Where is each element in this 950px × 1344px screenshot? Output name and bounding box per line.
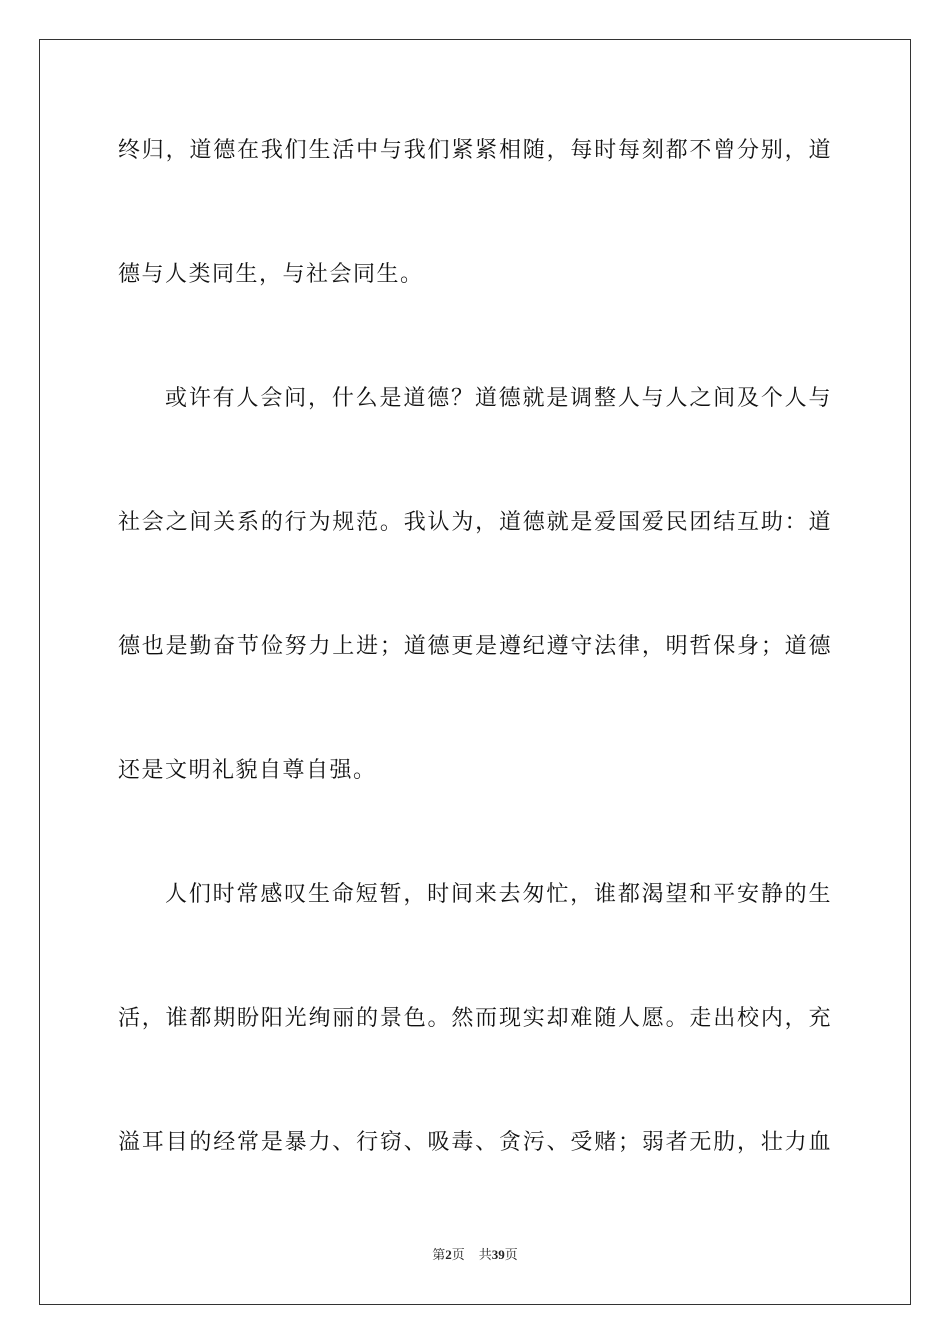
text-line-1: 终归，道德在我们生活中与我们紧紧相随，每时每刻都不曾分别，道 [118, 138, 832, 163]
text-line-2: 德与人类同生，与社会同生。 [118, 262, 424, 287]
total-pages: 39 [491, 1247, 505, 1262]
page-suffix: 页 [451, 1247, 465, 1262]
text-line-3: 或许有人会问，什么是道德？道德就是调整人与人之间及个人与 [165, 386, 832, 411]
page-number: 2 [445, 1247, 452, 1262]
page-prefix: 第 [432, 1247, 446, 1262]
page-border [39, 39, 911, 1305]
total-prefix: 共 [478, 1247, 492, 1262]
text-line-4: 社会之间关系的行为规范。我认为，道德就是爱国爱民团结互助：道 [118, 510, 832, 535]
text-line-9: 溢耳目的经常是暴力、行窃、吸毒、贪污、受赌；弱者无肋，壮力血 [118, 1130, 832, 1155]
total-suffix: 页 [504, 1247, 518, 1262]
text-line-6: 还是文明礼貌自尊自强。 [118, 758, 377, 783]
text-line-8: 活，谁都期盼阳光绚丽的景色。然而现实却难随人愿。走出校内，充 [118, 1006, 832, 1031]
text-line-7: 人们时常感叹生命短暂，时间来去匆忙，谁都渴望和平安静的生 [165, 882, 832, 907]
text-line-5: 德也是勤奋节俭努力上进；道德更是遵纪遵守法律，明哲保身；道德 [118, 634, 832, 659]
page-footer [0, 1246, 950, 1264]
